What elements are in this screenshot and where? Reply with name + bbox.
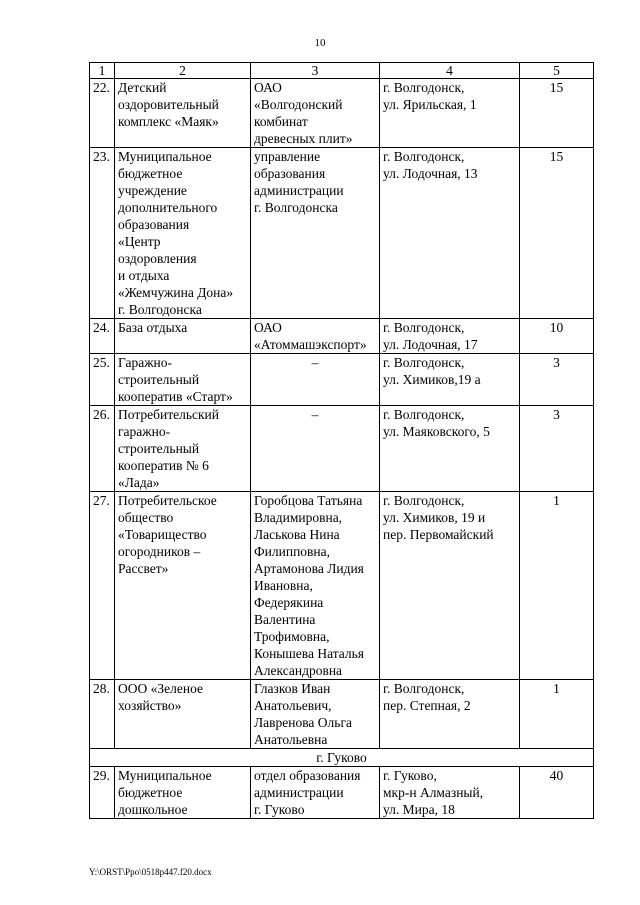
table-row <box>90 354 594 406</box>
facility-name <box>115 79 251 148</box>
facility-name <box>115 148 251 319</box>
facility-name-text: Муниципальное бюджетное учреждение дополнительного образования «Центр оздоровления и отдыха «Жемчужина Дона» г. Волгодонска <box>118 149 234 317</box>
facility-count-text: 10 <box>549 320 564 335</box>
facility-count <box>520 79 594 148</box>
facility-count-text: 1 <box>553 493 560 508</box>
facility-address-text: г. Волгодонск, ул. Маяковского, 5 <box>383 407 490 439</box>
facility-address-text: г. Волгодонск, ул. Лодочная, 13 <box>383 149 478 181</box>
facility-count <box>520 767 594 819</box>
facility-owner <box>251 354 380 406</box>
facility-owner-text: отдел образования администрации г. Гуково <box>254 768 361 817</box>
table-row <box>90 767 594 819</box>
facility-owner <box>251 406 380 492</box>
row-number <box>90 406 115 492</box>
table-row <box>90 79 594 148</box>
column-header-1: 1 <box>90 63 115 79</box>
facility-count-text: 3 <box>553 355 560 370</box>
facility-address <box>380 406 520 492</box>
facility-owner-text: управление образования администрации г. Волгодонска <box>254 149 344 215</box>
facility-count <box>520 680 594 749</box>
facility-name-text: Муниципальное бюджетное дошкольное <box>118 768 212 817</box>
facility-name-text: Детский оздоровительный комплекс «Маяк» <box>118 80 219 129</box>
table-row <box>90 680 594 749</box>
row-number-text: 22. <box>93 80 110 95</box>
facility-address-text: г. Волгодонск, ул. Химиков,19 а <box>383 355 481 387</box>
row-number <box>90 492 115 680</box>
facility-owner-text: Глазков Иван Анатольевич, Лавренова Ольга Анатольевна <box>254 681 352 747</box>
facility-count <box>520 354 594 406</box>
facility-address <box>380 319 520 354</box>
row-number-text: 28. <box>93 681 110 696</box>
column-header-3: 3 <box>251 63 380 79</box>
row-number-text: 29. <box>93 768 110 783</box>
facility-address-text: г. Волгодонск, ул. Лодочная, 17 <box>383 320 478 352</box>
column-header-2: 2 <box>115 63 251 79</box>
table-header-row <box>90 63 594 79</box>
column-header-5: 5 <box>520 63 594 79</box>
row-number <box>90 680 115 749</box>
row-number <box>90 767 115 819</box>
facility-name <box>115 406 251 492</box>
section-title: г. Гуково <box>90 749 594 767</box>
row-number <box>90 354 115 406</box>
facility-owner-text: – <box>311 355 319 370</box>
table-body <box>90 79 594 819</box>
facility-name-text: Гаражно- строительный кооператив «Старт» <box>118 355 233 404</box>
facility-owner-text: ОАО «Волгодонский комбинат древесных плит» <box>254 80 353 146</box>
row-number-text: 26. <box>93 407 110 422</box>
facility-address <box>380 680 520 749</box>
facility-address-text: г. Волгодонск, ул. Ярильская, 1 <box>383 80 477 112</box>
facility-name-text: База отдыха <box>118 320 188 335</box>
facility-name <box>115 492 251 680</box>
facility-owner <box>251 148 380 319</box>
facility-count-text: 40 <box>549 768 564 783</box>
facility-count-text: 3 <box>553 407 560 422</box>
facilities-table <box>89 62 594 819</box>
facility-owner-text: ОАО «Атоммашэкспорт» <box>254 320 367 352</box>
facility-address-text: г. Волгодонск, пер. Степная, 2 <box>383 681 471 713</box>
facility-address-text: г. Волгодонск, ул. Химиков, 19 и пер. Первомайский <box>383 493 494 542</box>
facility-name <box>115 767 251 819</box>
document-file-path: Y:\ORST\Ppo\0518p447.f20.docx <box>89 867 212 877</box>
facility-count <box>520 406 594 492</box>
row-number-text: 27. <box>93 493 110 508</box>
facility-address <box>380 148 520 319</box>
table-row <box>90 319 594 354</box>
facility-owner <box>251 492 380 680</box>
facility-count-text: 15 <box>549 80 564 95</box>
facility-count <box>520 492 594 680</box>
facility-name <box>115 680 251 749</box>
table-row <box>90 406 594 492</box>
facility-name-text: Потребительский гаражно- строительный кооператив № 6 «Лада» <box>118 407 220 490</box>
facility-owner-text: – <box>311 407 319 422</box>
facility-address-text: г. Гуково, мкр-н Алмазный, ул. Мира, 18 <box>383 768 484 817</box>
facility-name <box>115 354 251 406</box>
column-header-4: 4 <box>380 63 520 79</box>
facility-owner <box>251 79 380 148</box>
facility-count <box>520 319 594 354</box>
facility-name <box>115 319 251 354</box>
section-header-row <box>90 749 594 767</box>
table-row <box>90 148 594 319</box>
facility-owner <box>251 680 380 749</box>
facility-owner <box>251 319 380 354</box>
row-number-text: 25. <box>93 355 110 370</box>
facility-owner-text: Горобцова Татьяна Владимировна, Ласькова Нина Филипповна, Артамонова Лидия Ивановна, Федерякина Валентина Трофимовна, Конышева Наталья Александровна <box>254 493 364 678</box>
facility-name-text: Потребительское общество «Товарищество огородников – Рассвет» <box>118 493 217 576</box>
facility-address <box>380 492 520 680</box>
row-number-text: 24. <box>93 320 110 335</box>
facility-name-text: ООО «Зеленое хозяйство» <box>118 681 203 713</box>
facility-count-text: 1 <box>553 681 560 696</box>
table-row <box>90 492 594 680</box>
facility-address <box>380 767 520 819</box>
facility-address <box>380 79 520 148</box>
row-number <box>90 319 115 354</box>
row-number <box>90 79 115 148</box>
facility-count-text: 15 <box>549 149 564 164</box>
facility-owner <box>251 767 380 819</box>
row-number <box>90 148 115 319</box>
page-number: 10 <box>314 37 326 49</box>
facility-address <box>380 354 520 406</box>
row-number-text: 23. <box>93 149 110 164</box>
facility-count <box>520 148 594 319</box>
